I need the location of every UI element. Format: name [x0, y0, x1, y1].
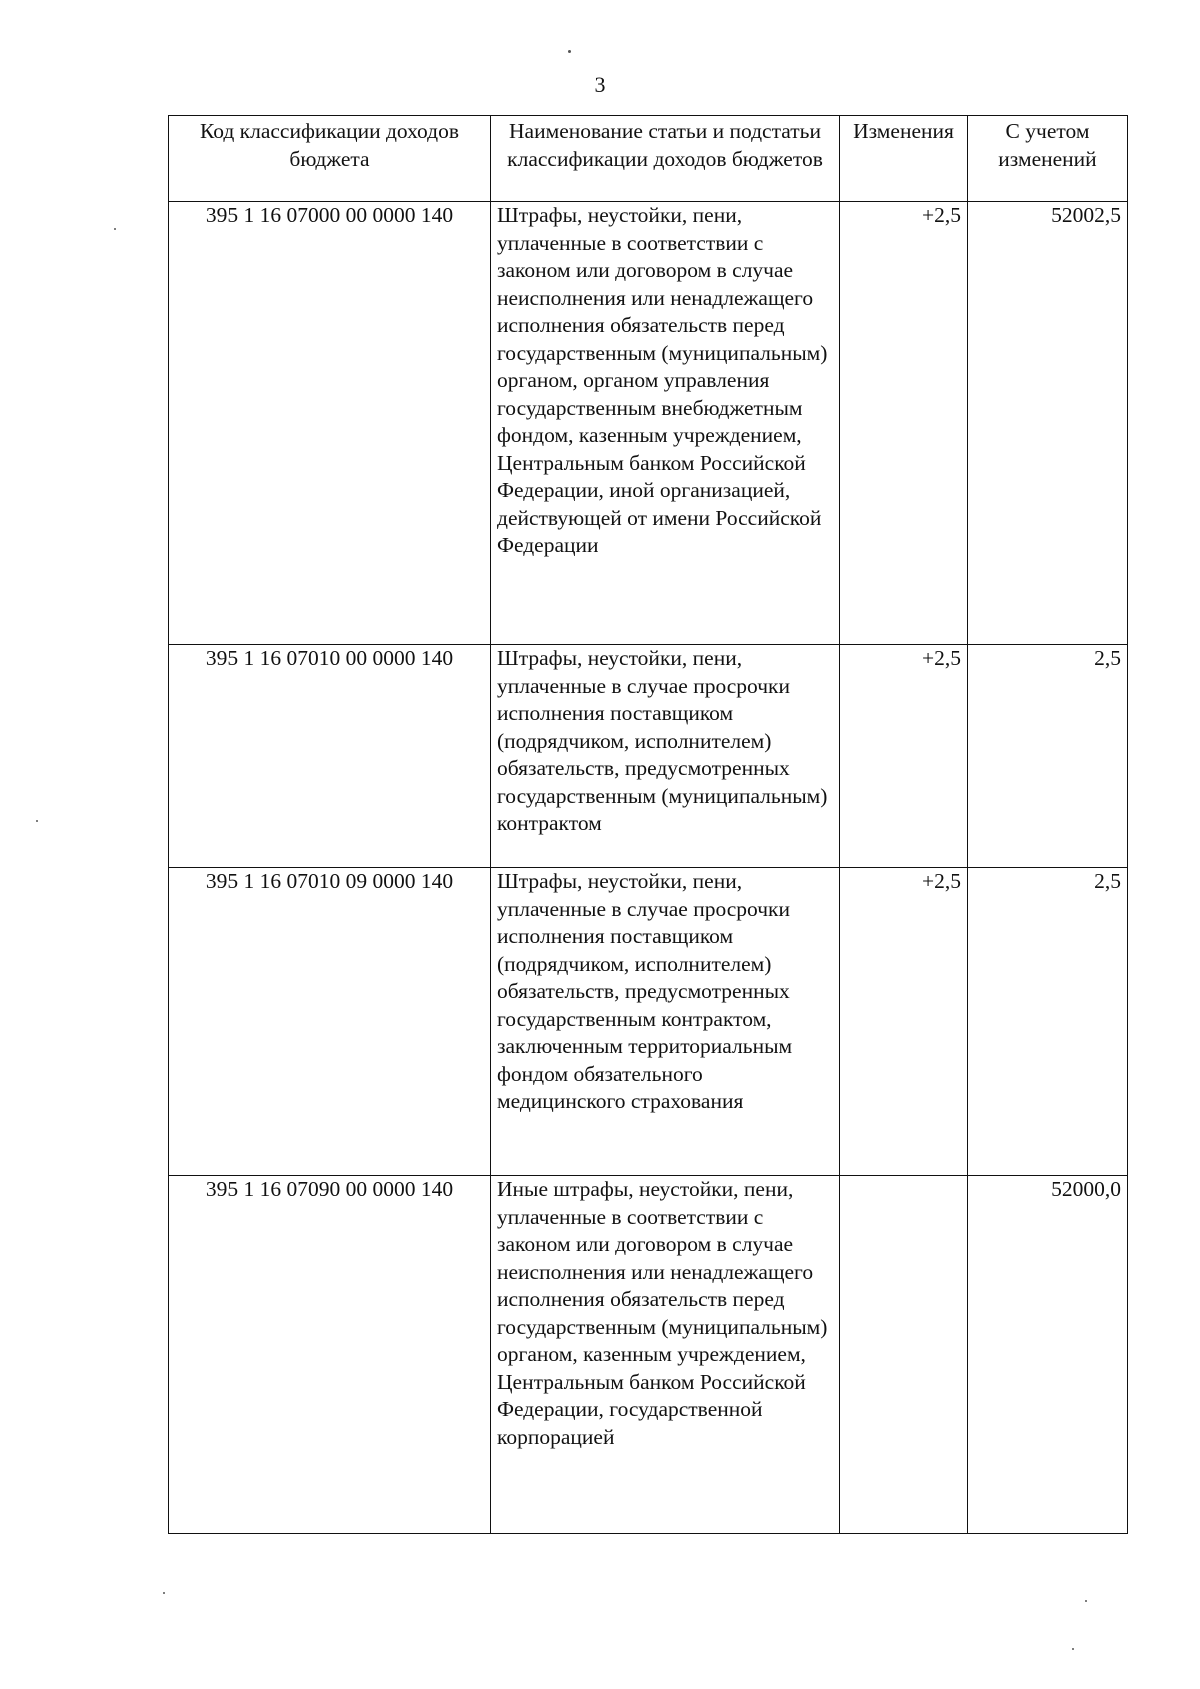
row-total: 2,5 — [968, 868, 1128, 1176]
row-name: Штрафы, неустойки, пени, уплаченные в соответствии с законом или договором в случае неисполнения или ненадлежащего исполнения обязательств перед государственным (муниципальным) органом, органом управления государственным внебюджетным фондом, казенным учреждением, Центральным банком Российской Федерации, иной организацией, действующей от имени Российской Федерации — [491, 202, 840, 645]
table-row — [169, 1176, 1128, 1534]
scan-speck — [568, 50, 571, 53]
scan-speck — [114, 228, 116, 230]
header-change: Изменения — [840, 116, 968, 202]
row-total: 52002,5 — [968, 202, 1128, 645]
row-code: 395 1 16 07010 09 0000 140 — [169, 868, 491, 1176]
row-total: 2,5 — [968, 645, 1128, 868]
table-header-row — [169, 116, 1128, 202]
row-total: 52000,0 — [968, 1176, 1128, 1534]
row-change: +2,5 — [840, 645, 968, 868]
row-change: +2,5 — [840, 868, 968, 1176]
header-name: Наименование статьи и подстатьи классификации доходов бюджетов — [491, 116, 840, 202]
scan-speck — [36, 820, 38, 822]
budget-changes-table — [168, 115, 1128, 1534]
row-name: Штрафы, неустойки, пени, уплаченные в случае просрочки исполнения поставщиком (подрядчиком, исполнителем) обязательств, предусмотренных государственным контрактом, заключенным территориальным фондом обязательного медицинского страхования — [491, 868, 840, 1176]
row-change: +2,5 — [840, 202, 968, 645]
header-total: С учетом изменений — [968, 116, 1128, 202]
table-row — [169, 868, 1128, 1176]
row-name: Штрафы, неустойки, пени, уплаченные в случае просрочки исполнения поставщиком (подрядчиком, исполнителем) обязательств, предусмотренных государственным (муниципальным) контрактом — [491, 645, 840, 868]
row-change — [840, 1176, 968, 1534]
page-number: 3 — [594, 72, 606, 97]
scan-speck — [1085, 1600, 1087, 1602]
table-row — [169, 202, 1128, 645]
scan-speck — [1072, 1648, 1074, 1650]
table-row — [169, 645, 1128, 868]
row-name: Иные штрафы, неустойки, пени, уплаченные в соответствии с законом или договором в случае неисполнения или ненадлежащего исполнения обязательств перед государственным (муниципальным) органом, казенным учреждением, Центральным банком Российской Федерации, государственной корпорацией — [491, 1176, 840, 1534]
row-code: 395 1 16 07010 00 0000 140 — [169, 645, 491, 868]
scan-speck — [163, 1592, 165, 1594]
row-code: 395 1 16 07000 00 0000 140 — [169, 202, 491, 645]
row-code: 395 1 16 07090 00 0000 140 — [169, 1176, 491, 1534]
header-code: Код классификации доходов бюджета — [169, 116, 491, 202]
